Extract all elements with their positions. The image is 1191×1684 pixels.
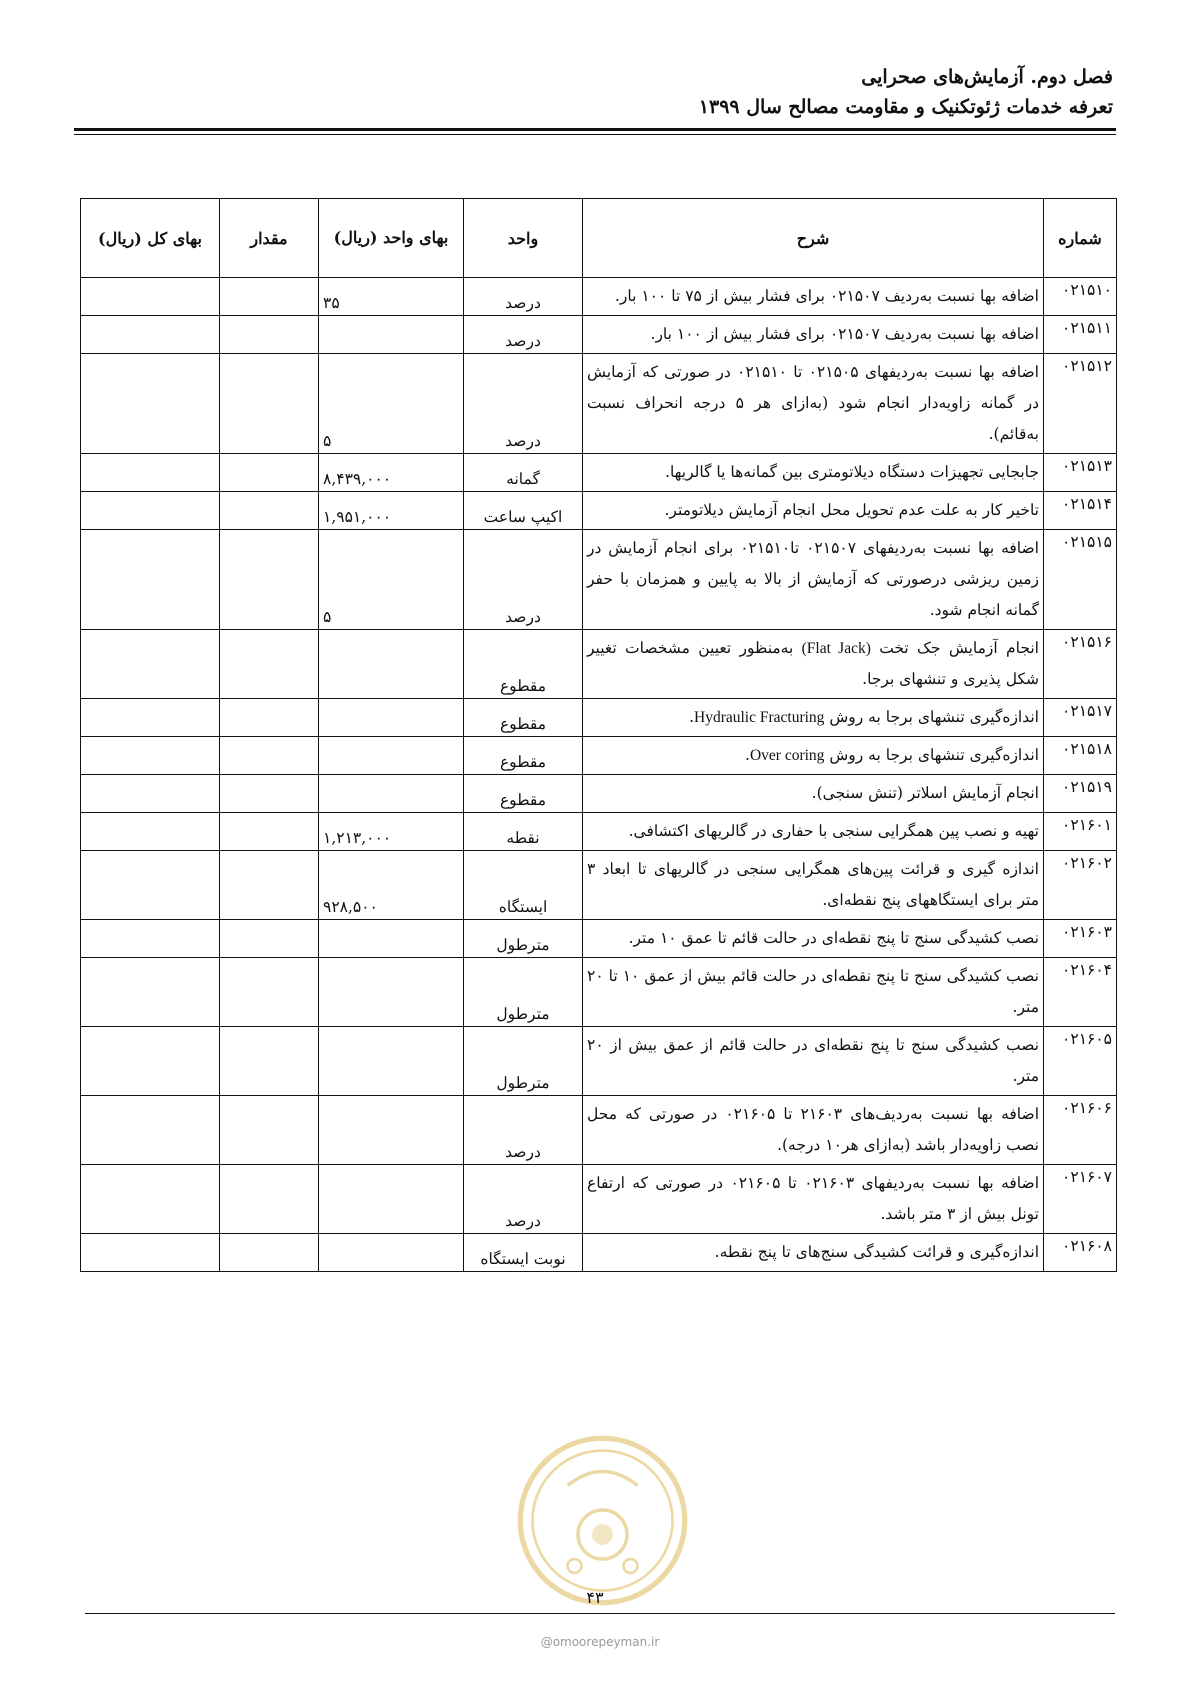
row-code: ۰۲۱۵۱۷	[1044, 699, 1117, 737]
row-unit-price	[319, 316, 464, 354]
row-unit: درصد	[464, 1096, 583, 1165]
description-latin-term: Hydraulic Fracturing	[694, 709, 825, 726]
table-row	[81, 454, 1117, 492]
table-row	[81, 813, 1117, 851]
row-unit-price	[319, 1165, 464, 1234]
table-row	[81, 1027, 1117, 1096]
row-description: اضافه بها نسبت به‌ردیفهای ۰۲۱۶۰۳ تا ۰۲۱۶۰۵ در صورتی که ارتفاع تونل بیش از ۳ متر باشد.	[583, 1165, 1044, 1234]
row-quantity	[220, 278, 319, 316]
row-unit: مترطول	[464, 920, 583, 958]
row-quantity	[220, 920, 319, 958]
row-unit-price	[319, 920, 464, 958]
row-unit-price	[319, 1096, 464, 1165]
row-total	[81, 530, 220, 630]
row-description: اضافه بها نسبت به‌ردیفهای ۰۲۱۵۰۵ تا ۰۲۱۵۱۰ در صورتی که آزمایش در گمانه زاویه‌دار انجام شود (به‌ازای هر ۵ درجه انحراف نسبت به‌قائم).	[583, 354, 1044, 454]
row-description: نصب کشیدگی سنج تا پنج نقطه‌ای در حالت قائم از عمق بیش از ۲۰ متر.	[583, 1027, 1044, 1096]
row-unit-price: ۹۲۸,۵۰۰	[319, 851, 464, 920]
row-total	[81, 1027, 220, 1096]
row-total	[81, 958, 220, 1027]
row-unit-price: ۵	[319, 354, 464, 454]
row-description: اضافه بها نسبت به‌ردیف ۰۲۱۵۰۷ برای فشار بیش از ۱۰۰ بار.	[583, 316, 1044, 354]
header-total: بهای کل (ریال)	[81, 199, 220, 278]
row-quantity	[220, 737, 319, 775]
row-quantity	[220, 530, 319, 630]
row-total	[81, 775, 220, 813]
header-rule-thin	[74, 134, 1116, 135]
row-unit: درصد	[464, 316, 583, 354]
row-description: نصب کشیدگی سنج تا پنج نقطه‌ای در حالت قائم تا عمق ۱۰ متر.	[583, 920, 1044, 958]
row-code: ۰۲۱۵۱۱	[1044, 316, 1117, 354]
description-text: اندازه‌گیری تنشهای برجا به روش	[824, 746, 1039, 764]
description-text: به‌منظور تعیین مشخصات تغییر شکل پذیری و تنشهای برجا.	[587, 639, 1039, 688]
row-code: ۰۲۱۶۰۵	[1044, 1027, 1117, 1096]
row-code: ۰۲۱۵۱۸	[1044, 737, 1117, 775]
row-unit-price: ۱,۲۱۳,۰۰۰	[319, 813, 464, 851]
table-header-row	[81, 199, 1117, 278]
row-code: ۰۲۱۵۱۴	[1044, 492, 1117, 530]
row-unit-price	[319, 958, 464, 1027]
table-row	[81, 851, 1117, 920]
row-total	[81, 354, 220, 454]
row-quantity	[220, 1234, 319, 1272]
row-quantity	[220, 699, 319, 737]
row-quantity	[220, 316, 319, 354]
description-text: .	[745, 746, 750, 764]
row-description: اندازه‌گیری و قرائت کشیدگی سنج‌های تا پنج نقطه.	[583, 1234, 1044, 1272]
description-text: انجام آزمایش جک تخت	[870, 639, 1039, 657]
row-total	[81, 920, 220, 958]
row-description: تهیه و نصب پین همگرایی سنجی با حفاری در گالریهای اکتشافی.	[583, 813, 1044, 851]
table-row	[81, 699, 1117, 737]
row-code: ۰۲۱۶۰۱	[1044, 813, 1117, 851]
row-total	[81, 813, 220, 851]
row-unit: مقطوع	[464, 775, 583, 813]
header-rule	[74, 128, 1116, 131]
row-total	[81, 316, 220, 354]
row-code: ۰۲۱۵۱۵	[1044, 530, 1117, 630]
row-quantity	[220, 454, 319, 492]
row-quantity	[220, 958, 319, 1027]
table-row	[81, 1165, 1117, 1234]
row-total	[81, 492, 220, 530]
row-code: ۰۲۱۵۱۳	[1044, 454, 1117, 492]
row-total	[81, 278, 220, 316]
table-row	[81, 1096, 1117, 1165]
row-quantity	[220, 1096, 319, 1165]
row-unit: اکیپ ساعت	[464, 492, 583, 530]
row-total	[81, 1096, 220, 1165]
document-title: تعرفه خدمات ژئوتکنیک و مقاومت مصالح سال ۱۳۹۹	[698, 96, 1113, 118]
row-quantity	[220, 851, 319, 920]
row-unit: درصد	[464, 1165, 583, 1234]
table-row	[81, 1234, 1117, 1272]
row-quantity	[220, 813, 319, 851]
row-quantity	[220, 630, 319, 699]
table-row	[81, 737, 1117, 775]
table-row	[81, 530, 1117, 630]
row-code: ۰۲۱۶۰۲	[1044, 851, 1117, 920]
page-number: ۴۳	[586, 1588, 604, 1607]
row-quantity	[220, 1027, 319, 1096]
row-unit-price	[319, 630, 464, 699]
row-code: ۰۲۱۶۰۴	[1044, 958, 1117, 1027]
table-row	[81, 354, 1117, 454]
watermark-url: @omoorepeyman.ir	[540, 1635, 660, 1649]
row-unit: نوبت ایستگاه	[464, 1234, 583, 1272]
table-row	[81, 958, 1117, 1027]
page-header	[699, 62, 1113, 122]
row-unit-price	[319, 1234, 464, 1272]
row-code: ۰۲۱۵۱۲	[1044, 354, 1117, 454]
row-unit-price: ۸,۴۳۹,۰۰۰	[319, 454, 464, 492]
row-code: ۰۲۱۵۱۰	[1044, 278, 1117, 316]
row-code: ۰۲۱۵۱۹	[1044, 775, 1117, 813]
row-description: اضافه بها نسبت به‌ردیفهای ۰۲۱۵۰۷ تا۰۲۱۵۱۰ برای انجام آزمایش در زمین ریزشی درصورتی که آزمایش از بالا به پایین و همزمان با حفر گمانه انجام شود.	[583, 530, 1044, 630]
row-unit-price: ۵	[319, 530, 464, 630]
table-row	[81, 316, 1117, 354]
row-total	[81, 699, 220, 737]
header-code: شماره	[1044, 199, 1117, 278]
row-unit: ایستگاه	[464, 851, 583, 920]
row-description: انجام آزمایش اسلاتر (تنش سنجی).	[583, 775, 1044, 813]
row-quantity	[220, 1165, 319, 1234]
row-unit: مقطوع	[464, 630, 583, 699]
row-unit-price: ۳۵	[319, 278, 464, 316]
row-unit: گمانه	[464, 454, 583, 492]
row-unit: درصد	[464, 278, 583, 316]
chapter-title: فصل دوم. آزمایش‌های صحرایی	[861, 66, 1113, 88]
row-unit-price	[319, 699, 464, 737]
header-description: شرح	[583, 199, 1044, 278]
row-description	[583, 737, 1044, 775]
footer-rule	[85, 1613, 1115, 1614]
row-code: ۰۲۱۶۰۳	[1044, 920, 1117, 958]
row-description: تاخیر کار به علت عدم تحویل محل انجام آزمایش دیلاتومتر.	[583, 492, 1044, 530]
row-unit-price	[319, 737, 464, 775]
row-total	[81, 851, 220, 920]
row-total	[81, 1165, 220, 1234]
header-unit-price: بهای واحد (ریال)	[319, 199, 464, 278]
row-total	[81, 737, 220, 775]
row-total	[81, 454, 220, 492]
table-row	[81, 278, 1117, 316]
row-quantity	[220, 354, 319, 454]
row-unit-price	[319, 1027, 464, 1096]
row-unit: درصد	[464, 354, 583, 454]
table-row	[81, 492, 1117, 530]
row-total	[81, 1234, 220, 1272]
row-unit-price	[319, 775, 464, 813]
row-description: اضافه بها نسبت به‌ردیف ۰۲۱۵۰۷ برای فشار بیش از ۷۵ تا ۱۰۰ بار.	[583, 278, 1044, 316]
row-unit-price: ۱,۹۵۱,۰۰۰	[319, 492, 464, 530]
row-unit: مقطوع	[464, 699, 583, 737]
row-quantity	[220, 775, 319, 813]
row-unit: مترطول	[464, 958, 583, 1027]
description-text: اندازه‌گیری تنشهای برجا به روش	[824, 708, 1039, 726]
row-description: جابجایی تجهیزات دستگاه دیلاتومتری بین گمانه‌ها یا گالریها.	[583, 454, 1044, 492]
tariff-table	[80, 198, 1117, 1272]
seal-watermark-icon	[515, 1433, 690, 1608]
row-code: ۰۲۱۶۰۸	[1044, 1234, 1117, 1272]
row-unit: درصد	[464, 530, 583, 630]
table-row	[81, 920, 1117, 958]
row-unit: مترطول	[464, 1027, 583, 1096]
table-row	[81, 775, 1117, 813]
row-description	[583, 699, 1044, 737]
row-unit: مقطوع	[464, 737, 583, 775]
row-description: اندازه گیری و قرائت پین‌های همگرایی سنجی در گالریهای تا ابعاد ۳ متر برای ایستگاههای پنج نقطه‌ای.	[583, 851, 1044, 920]
description-latin-term: (Flat Jack)	[801, 640, 871, 657]
header-unit: واحد	[464, 199, 583, 278]
table-row	[81, 630, 1117, 699]
row-total	[81, 630, 220, 699]
row-description	[583, 630, 1044, 699]
row-code: ۰۲۱۶۰۷	[1044, 1165, 1117, 1234]
row-description: نصب کشیدگی سنج تا پنج نقطه‌ای در حالت قائم بیش از عمق ۱۰ تا ۲۰ متر.	[583, 958, 1044, 1027]
row-code: ۰۲۱۵۱۶	[1044, 630, 1117, 699]
header-quantity: مقدار	[220, 199, 319, 278]
description-latin-term: Over coring	[749, 747, 825, 764]
row-code: ۰۲۱۶۰۶	[1044, 1096, 1117, 1165]
row-description: اضافه بها نسبت به‌ردیف‌های ۲۱۶۰۳ تا ۰۲۱۶۰۵ در صورتی که محل نصب زاویه‌دار باشد (به‌ازای هر۱۰ درجه).	[583, 1096, 1044, 1165]
row-quantity	[220, 492, 319, 530]
description-text: .	[689, 708, 695, 726]
row-unit: نقطه	[464, 813, 583, 851]
